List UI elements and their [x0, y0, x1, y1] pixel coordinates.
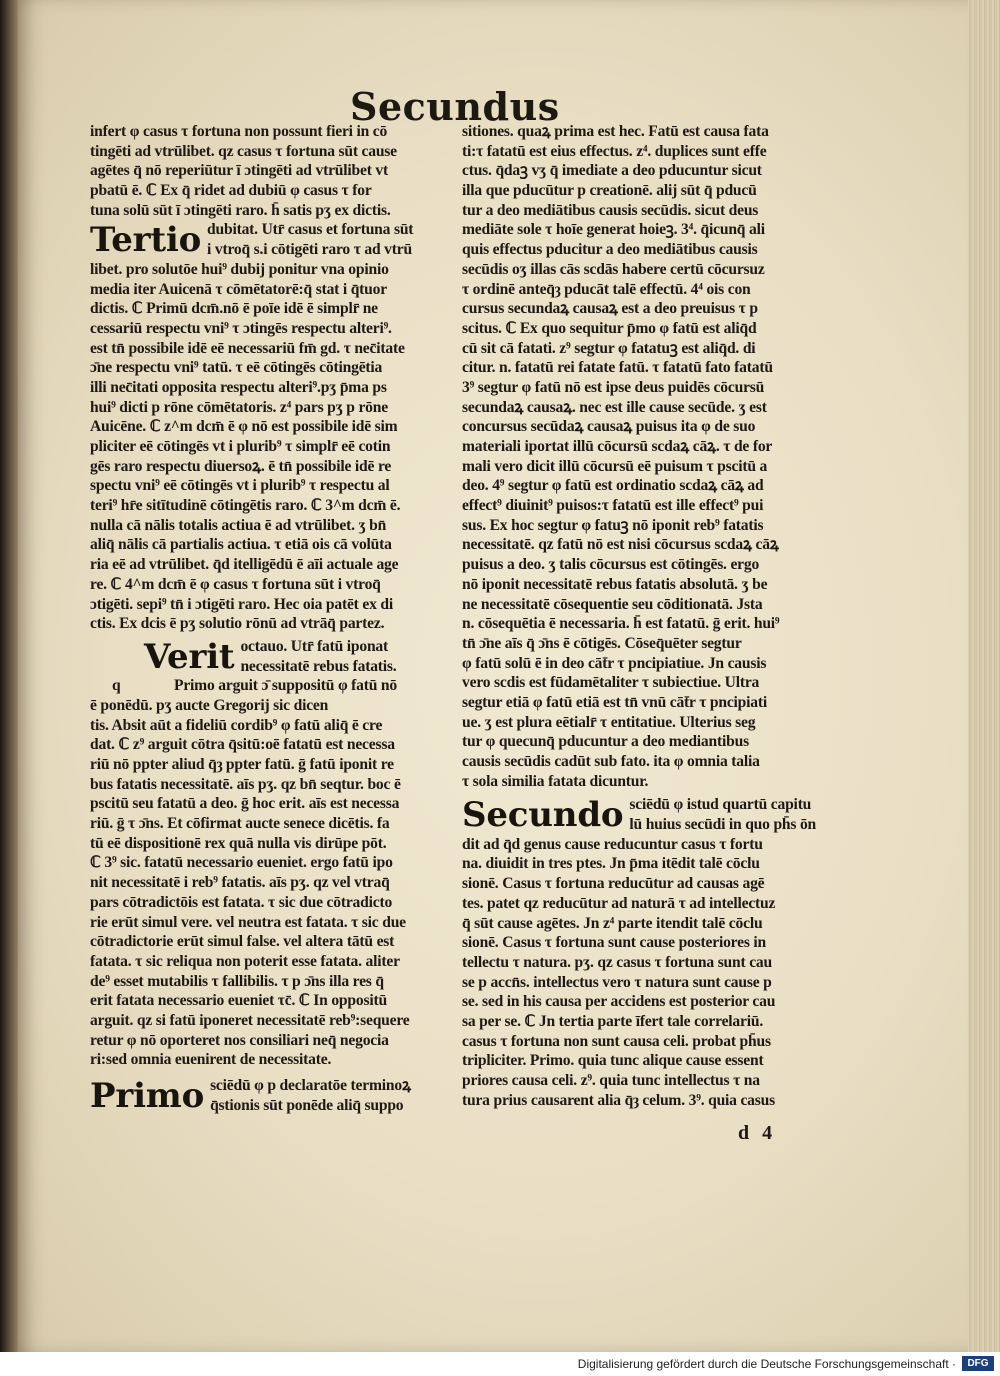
- text-line: sa per se. ℂ Jn tertia parte īfert tale correlariū.: [462, 1012, 764, 1030]
- text-line: infert φ casus τ fortuna non possunt fieri in cō: [90, 123, 388, 140]
- text-line: dictis. ℂ Primū dcm̄.nō ē poīe idē ē simplr̄ ne: [90, 300, 378, 318]
- text-line: materiali iportat illū cōcursū scdaꝝ cāꝝ. τ de for: [462, 438, 773, 455]
- text-line: pliciter eē cōtingēs vt i plurib⁹ τ simplr̄ eē cotin: [90, 438, 391, 455]
- text-line: casus τ fortuna non sunt causa celi. probat ph̄us: [462, 1032, 771, 1050]
- primo-initial: Primo: [90, 1076, 205, 1116]
- text-line: Auicēne. ℂ z^m dcm̄ ē φ nō est possibile idē sim: [90, 418, 398, 436]
- text-line: tingēti ad vtrūlibet. qz casus τ fortuna sūt cause: [90, 142, 397, 160]
- text-line: dat. ℂ z⁹ arguit cōtra q̄sitū:oē fatatū est necessa: [90, 736, 395, 754]
- text-line: ti:τ fatatū est eius effectus. z⁴. duplices sunt effe: [462, 142, 767, 160]
- text-line: sciēdū φ p declaratōe terminoꝝ: [210, 1077, 411, 1094]
- text-line: re. ℂ 4^m dcm̄ ē φ casus τ fortuna sūt i vtroq̄: [90, 575, 381, 593]
- signature-mark: d 4: [738, 1122, 777, 1144]
- text-line: ē ponēdū. pʒ aucte Gregorij sic dicen: [90, 696, 329, 714]
- text-line: cursus secundaꝝ causaꝝ est a deo preuisus τ p: [462, 300, 758, 318]
- text-line: φ fatū solū ē in deo cāt̄r τ pncipiatiue. Jn causis: [462, 654, 767, 672]
- text-line: aliq̄ nālis cā partialis actiua. τ etiā ois cā volūta: [90, 536, 392, 554]
- text-line: sionē. Casus τ fortuna reducūtur ad causas agē: [462, 875, 765, 893]
- text-line: tn̄ ɔ̄ne aīs q̄ ɔ̄ns ē cōtigēs. Cōseq̄uēter segtur: [462, 634, 742, 652]
- text-line: sciēdū φ istud quartū capitu: [629, 796, 812, 814]
- text-line: vero scdis est fūdamētaliter τ subiectiue. Ultra: [462, 674, 760, 692]
- left-paragraph-a: [90, 122, 460, 220]
- text-line: necessitatē rebus fatatis.: [240, 657, 397, 675]
- left-paragraph-b: [90, 676, 460, 1070]
- text-line: riū. ḡ τ ɔ̄ns. Et cōfirmat aucte senece dicētis. fa: [90, 815, 390, 833]
- text-line: puisus a deo. ʒ talis cōcursus est cōtingēs. ergo: [462, 556, 760, 574]
- left-column: [90, 122, 460, 1115]
- verit-initial: Verit: [144, 636, 235, 677]
- right-column: [462, 122, 828, 1110]
- text-line: tellectu τ natura. pʒ. qz casus τ fortuna sunt cau: [462, 953, 772, 971]
- text-line: se. sed in his causa per accidens est posterior cau: [462, 993, 776, 1011]
- text-line: hui⁹ dicti p rōne cōmētatoris. z⁴ pars pʒ p rōne: [90, 398, 388, 416]
- text-line: est tn̄ possibile idē eē necessariū fm̄ gd. τ nec̄itate: [90, 339, 405, 357]
- text-line: 3⁹ segtur φ fatū nō est ipse deus puidēs cōcursū: [462, 378, 765, 396]
- text-line: q̄stionis sūt ponēde aliq̄ suppo: [210, 1096, 404, 1114]
- text-line: tur φ quecunq̄ pducuntur a deo mediantibus: [462, 733, 749, 751]
- text-line: pbatū ē. ℂ Ex q̄ ridet ad dubiū φ casus τ for: [90, 182, 372, 200]
- tertio-initial: Tertio: [90, 220, 202, 261]
- text-line: se p accn̄s. intellectus vero τ natura sunt cause p: [462, 973, 772, 991]
- text-line: tes. patet qz reducūtur ad naturā τ ad intellectuz: [462, 894, 776, 912]
- text-line: priores causa celi. z⁹. quia tunc intellectus τ na: [462, 1072, 760, 1089]
- text-line: dubitat. Utr̄ casus et fortuna sūt: [207, 221, 414, 239]
- text-line: mediāte sole τ hoīe generat hoieꝫ. 3⁴. q̄icunq̄ ali: [462, 221, 765, 239]
- tertio-paragraph: [90, 220, 460, 633]
- text-line: concursus secūdaꝝ causaꝝ puisus ita φ de suo: [462, 418, 756, 436]
- text-line: bus fatatis necessitatē. aīs pʒ. qz bn̄ seqtur. boc ē: [90, 775, 401, 793]
- text-line: pscitū seu fatatū a deo. ḡ hoc erit. aīs est necessa: [90, 795, 400, 813]
- text-line: teri⁹ hr̄e sitītudinē cōtingētis raro. ℂ 3^m dcm̄ ē.: [90, 497, 401, 515]
- guide-letter: q: [112, 677, 121, 694]
- text-line: cū sit cā fatati. z⁹ segtur φ fatatuꝫ est aliq̄d. di: [462, 339, 756, 357]
- text-line: i vtroq̄ s.i cōtigēti raro τ ad vtrū: [207, 241, 412, 259]
- secundo-paragraph: [462, 795, 828, 834]
- text-line: agētes q̄ nō reperiūtur ī ɔtingēti ad vtrūlibet vt: [90, 162, 389, 180]
- text-line: libet. pro solutōe hui⁹ dubij ponitur vna opinio: [90, 260, 389, 278]
- running-head: Secundus: [350, 84, 560, 129]
- text-line: tur a deo mediātibus causis secūdis. sicut deus: [462, 201, 759, 219]
- text-line: deo. 4⁹ segtur φ fatū est ordinatio scdaꝝ cāꝝ ad: [462, 477, 764, 495]
- text-line: riū nō ppter aliud q̄ȝ ppter fatū. ḡ fatū iponit re: [90, 756, 394, 773]
- text-line: media iter Auicenā τ cōmētatorē:q̄ stat i q̄tuor: [90, 280, 387, 298]
- text-line: sitiones. quaꝝ prima est hec. Fatū est causa fata: [462, 123, 769, 140]
- text-line: nulla cā nālis totalis actiua ē ad vtrūlibet. ʒ bn̄: [90, 516, 387, 534]
- footer-bar: [0, 1352, 1000, 1376]
- text-line: tis. Absit aūt a fideliū cordib⁹ φ fatū aliq̄ ē cre: [90, 716, 383, 734]
- dfg-logo: DFG: [962, 1356, 994, 1371]
- text-line: pars cōtradictōis est fatata. τ sic due cōtradicto: [90, 893, 393, 911]
- text-line: illa que pducūtur p creationē. alij sūt q̄ pducū: [462, 182, 757, 200]
- text-line: citur. n. fatatū rei fatate fatū. τ fatatū fato fatatū: [462, 359, 773, 377]
- footer-credit: Digitalisierung gefördert durch die Deutsche Forschungsgemeinschaft ·: [577, 1357, 956, 1371]
- text-line: ria eē ad vtrūlibet. q̄d itelligēdū ē aīi actuale age: [90, 556, 399, 574]
- text-line: nō iponit necessitatē rebus fatatis absolutā. ʒ be: [462, 575, 768, 593]
- text-line: tū eē dispositionē rex quā nulla vis dirūpe pōt.: [90, 834, 387, 852]
- right-paragraph-b: [462, 835, 828, 1111]
- text-line: cessariū respectu vni⁹ τ ɔtingēs respectu alteri⁹.: [90, 319, 392, 337]
- text-line: τ sola similia fatata dicuntur.: [462, 772, 649, 790]
- text-line: arguit. qz si fatū iponeret necessitatē reb⁹:sequere: [90, 1011, 410, 1029]
- text-line: na. diuidit in tres ptes. Jn p̄ma itēdit talē cōclu: [462, 855, 760, 873]
- text-line: ctus. q̄daꝫ vʒ q̄ imediate a deo pducuntur sicut: [462, 162, 762, 180]
- text-line: Primo arguit ɔ̄ suppositū φ fatū nō: [174, 677, 397, 695]
- text-line: illi nec̄itati opposita respectu alteri⁹.pʒ p̄ma ps: [90, 378, 387, 396]
- text-line: segtur etiā φ fatū etiā est tn̄ vnū cāt̄r τ pncipiati: [462, 693, 768, 711]
- text-line: rie erūt simul vere. vel neutra est fatata. τ sic due: [90, 913, 406, 931]
- text-line: tura prius causarent alia q̄ȝ celum. 3⁹. quia casus: [462, 1091, 775, 1109]
- secundo-initial: Secundo: [462, 795, 624, 836]
- text-line: secūdis oʒ illas cās scdās habere certū cōcursuz: [462, 260, 765, 278]
- text-line: tripliciter. Primo. quia tunc alique cause essent: [462, 1052, 764, 1070]
- text-line: τ ordinē anteq̄ȝ pducāt talē effectū. 4⁴ ois con: [462, 280, 751, 298]
- text-line: scitus. ℂ Ex quo sequitur p̄mo φ fatū est aliq̄d: [462, 319, 757, 337]
- text-line: quis effectus pducitur a deo mediātibus causis: [462, 241, 758, 259]
- text-line: nit necessitatē i reb⁹ fatatis. aīs pʒ. qz vel vtraq̄: [90, 874, 390, 892]
- text-line: cōtradictorie erūt simul false. vel altera tātū est: [90, 933, 395, 951]
- tertio-lines: [90, 220, 460, 633]
- text-line: necessitatē. qz fatū nō est nisi cōcursus scdaꝝ cāꝝ: [462, 536, 779, 554]
- text-line: ue. ʒ est plura eētialr̄ τ entitatiue. Ulterius seg: [462, 713, 756, 731]
- text-line: n. cōsequētia ē necessaria. h̄ est fatatū. ḡ erit. hui⁹: [462, 615, 780, 633]
- text-line: retur φ nō oporteret nos consiliari neq̄ negocia: [90, 1031, 389, 1049]
- text-line: sus. Ex hoc segtur φ fatuꝫ nō iponit reb⁹ fatatis: [462, 516, 764, 534]
- text-line: spectu vni⁹ eē cōtingēs vt i plurib⁹ τ respectu al: [90, 477, 390, 495]
- text-line: de⁹ esset mutabilis τ fallibilis. τ p ɔ̄ns illa res q̄: [90, 972, 384, 990]
- text-line: mali vero dicit illū cōcursū eē puisum τ pscitū a: [462, 457, 768, 475]
- primo-paragraph: [90, 1076, 460, 1115]
- text-line: tuna solū sūt ī ɔtingēti raro. h̄ satis pʒ ex dictis.: [90, 201, 391, 219]
- text-line: octauo. Utr̄ fatū iponat: [240, 637, 389, 655]
- right-paragraph-a: [462, 122, 828, 791]
- text-line: erit fatata necessario eueniet τc̄. ℂ In oppositū: [90, 992, 387, 1010]
- text-line: sionē. Casus τ fortuna sunt cause posteriores in: [462, 934, 767, 952]
- text-line: ri:sed omnia euenirent de necessitate.: [90, 1051, 332, 1069]
- verit-paragraph: [90, 637, 460, 676]
- text-line: causis secūdis cadūt sub fato. ita φ omnia talia: [462, 753, 760, 770]
- text-line: gēs raro respectu diuersoꝝ. ē tn̄ possibile idē re: [90, 457, 392, 475]
- text-line: effect⁹ diuinit⁹ puisos:τ fatatū est ille effect⁹ pui: [462, 497, 764, 515]
- text-line: q̄ sūt cause agētes. Jn z⁴ parte itendit talē cōclu: [462, 914, 763, 932]
- text-line: dit ad q̄d genus cause reducuntur casus τ fortu: [462, 835, 763, 853]
- text-line: fatata. τ sic reliqua non poterit esse fatata. aliter: [90, 952, 400, 970]
- text-line: ctis. Ex dcis ē pʒ solutio rōnū ad vtrāq̄ partez.: [90, 615, 385, 633]
- text-line: lū huius secūdi in quo ph̄s ōn: [629, 816, 817, 834]
- text-line: ℂ 3⁹ sic. fatatū necessario eueniet. ergo fatū ipo: [90, 854, 393, 872]
- text-line: ɔ̄ne respectu vni⁹ tatū. τ eē cōtingēs cōtingētia: [90, 359, 383, 377]
- text-line: ɔtigēti. sepi⁹ tn̄ i ɔtigēti raro. Hec oia patēt ex di: [90, 595, 393, 613]
- text-line: ne necessitatē cōsequentie seu cōditionatā. Jsta: [462, 595, 763, 613]
- text-line: secundaꝝ causaꝝ. nec est ille cause secūde. ʒ est: [462, 398, 767, 416]
